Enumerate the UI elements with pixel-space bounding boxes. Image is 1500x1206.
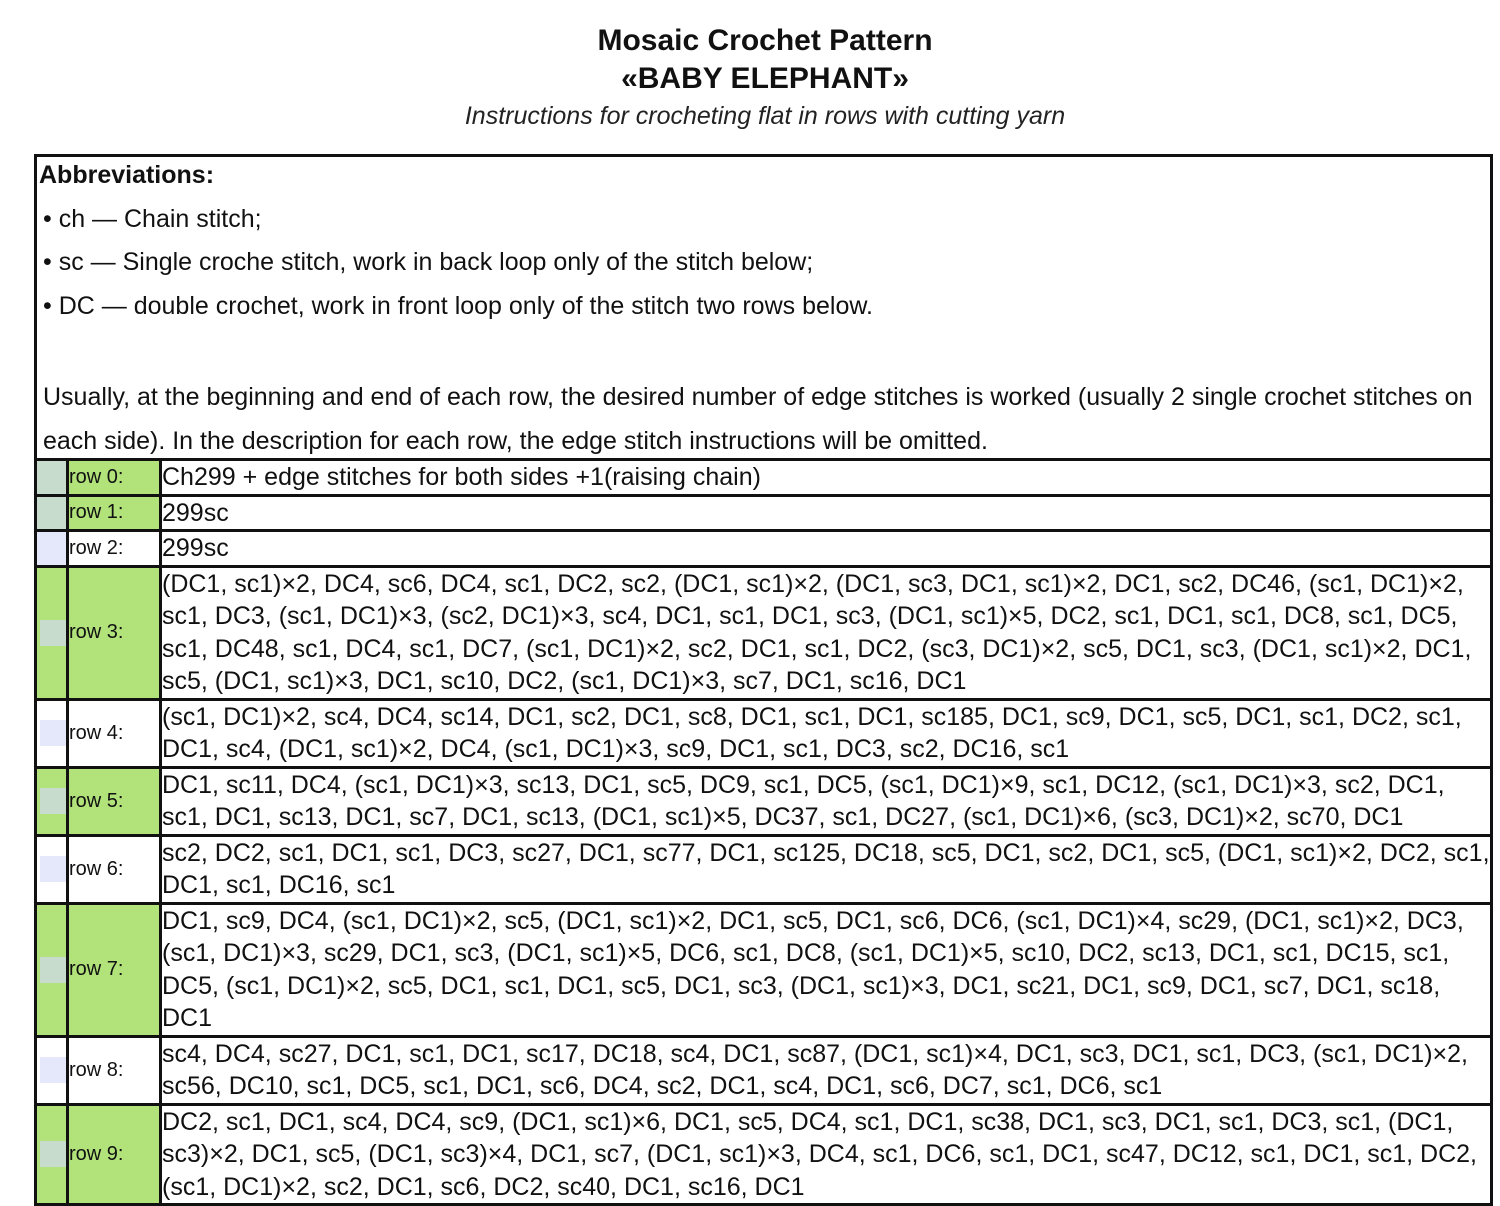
color-swatch bbox=[40, 957, 66, 983]
row-label: row 0: bbox=[68, 460, 161, 496]
row-color-swatch bbox=[36, 835, 68, 903]
row-color-swatch bbox=[36, 460, 68, 496]
abbreviations-box bbox=[34, 154, 1493, 458]
color-swatch bbox=[40, 788, 66, 814]
row-instructions: Ch299 + edge stitches for both sides +1(raising chain) bbox=[161, 460, 1492, 496]
row-label: row 1: bbox=[68, 495, 161, 531]
row-color-swatch bbox=[36, 699, 68, 767]
row-label: row 4: bbox=[68, 699, 161, 767]
table-row bbox=[36, 767, 1492, 835]
row-color-swatch bbox=[36, 767, 68, 835]
table-row bbox=[36, 903, 1492, 1036]
table-row bbox=[36, 460, 1492, 496]
abbreviation-sc: • sc — Single croche stitch, work in back loop only of the stitch below; bbox=[43, 248, 814, 276]
table-row bbox=[36, 1036, 1492, 1104]
row-color-swatch bbox=[36, 903, 68, 1036]
color-swatch bbox=[40, 620, 66, 646]
color-swatch bbox=[40, 856, 66, 882]
table-row bbox=[36, 699, 1492, 767]
row-label: row 8: bbox=[68, 1036, 161, 1104]
table-row bbox=[36, 531, 1492, 567]
row-color-swatch bbox=[36, 1036, 68, 1104]
abbreviation-dc: • DC — double crochet, work in front loop only of the stitch two rows below. bbox=[43, 292, 873, 320]
row-instructions: 299sc bbox=[161, 531, 1492, 567]
row-instructions: sc2, DC2, sc1, DC1, sc1, DC3, sc27, DC1, sc77, DC1, sc125, DC18, sc5, DC1, sc2, DC1, sc5, (DC1, sc1)×2, DC2, sc1, DC1, sc1, DC16, sc1 bbox=[161, 835, 1492, 903]
row-label: row 7: bbox=[68, 903, 161, 1036]
rows-table bbox=[34, 458, 1493, 1206]
row-instructions: (DC1, sc1)×2, DC4, sc6, DC4, sc1, DC2, sc2, (DC1, sc1)×2, (DC1, sc3, DC1, sc1)×2, DC1, sc2, DC46, (sc1, DC1)×2, sc1, DC3, (sc1, DC1)×3, (sc2, DC1)×3, sc4, DC1, sc1, DC1, sc3, (DC1, sc1)×5, DC2, sc1, DC1, sc1, DC8, sc1, DC5, sc1, DC48, sc1, DC4, sc1, DC7, (sc1, DC1)×2, sc2, DC1, sc1, DC2, (sc3, DC1)×2, sc5, DC1, sc3, (DC1, sc1)×2, DC1, sc5, (DC1, sc1)×3, DC1, sc10, DC2, (sc1, DC1)×3, sc7, DC1, sc16, DC1 bbox=[161, 566, 1492, 699]
row-label: row 9: bbox=[68, 1104, 161, 1205]
row-label: row 2: bbox=[68, 531, 161, 567]
table-row bbox=[36, 1104, 1492, 1205]
row-color-swatch bbox=[36, 1104, 68, 1205]
row-instructions: DC1, sc11, DC4, (sc1, DC1)×3, sc13, DC1, sc5, DC9, sc1, DC5, (sc1, DC1)×9, sc1, DC12, (sc1, DC1)×3, sc2, DC1, sc1, DC1, sc13, DC1, sc7, DC1, sc13, (DC1, sc1)×5, DC37, sc1, DC27, (sc1, DC1)×6, (sc3, DC1)×2, sc70, DC1 bbox=[161, 767, 1492, 835]
abbreviation-ch: • ch — Chain stitch; bbox=[43, 205, 262, 233]
color-swatch bbox=[40, 1141, 66, 1167]
abbreviations-heading: Abbreviations: bbox=[39, 161, 215, 189]
row-label: row 5: bbox=[68, 767, 161, 835]
row-instructions: DC2, sc1, DC1, sc4, DC4, sc9, (DC1, sc1)×6, DC1, sc5, DC4, sc1, DC1, sc38, DC1, sc3, DC1, sc1, DC3, sc1, (DC1, sc3)×2, DC1, sc5, (DC1, sc3)×4, DC1, sc7, (DC1, sc1)×3, DC4, sc1, DC6, sc1, DC1, sc47, DC12, sc1, DC1, sc1, DC2, (sc1, DC1)×2, sc2, DC1, sc6, DC2, sc40, DC1, sc16, DC1 bbox=[161, 1104, 1492, 1205]
edge-stitch-note: Usually, at the beginning and end of each row, the desired number of edge stitches is worked (usually 2 single crochet stitches on each side). In the description for each row, the edge stitch instructions will be omitted. bbox=[43, 383, 1473, 455]
color-swatch bbox=[40, 720, 66, 746]
row-instructions: (sc1, DC1)×2, sc4, DC4, sc14, DC1, sc2, DC1, sc8, DC1, sc1, DC1, sc185, DC1, sc9, DC1, sc5, DC1, sc1, DC2, sc1, DC1, sc4, (DC1, sc1)×2, DC4, (sc1, DC1)×3, sc9, DC1, sc1, DC3, sc2, DC16, sc1 bbox=[161, 699, 1492, 767]
row-instructions: DC1, sc9, DC4, (sc1, DC1)×2, sc5, (DC1, sc1)×2, DC1, sc5, DC1, sc6, DC6, (sc1, DC1)×4, sc29, (DC1, sc1)×2, DC3, (sc1, DC1)×3, sc29, DC1, sc3, (DC1, sc1)×5, DC6, sc1, DC8, (sc1, DC1)×5, sc10, DC2, sc13, DC1, sc1, DC15, sc1, DC5, (sc1, DC1)×2, sc5, DC1, sc1, DC1, sc5, DC1, sc3, (DC1, sc1)×3, DC1, sc21, DC1, sc9, DC1, sc7, DC1, sc18, DC1 bbox=[161, 903, 1492, 1036]
row-color-swatch bbox=[36, 566, 68, 699]
color-swatch bbox=[40, 1057, 66, 1083]
row-instructions: 299sc bbox=[161, 495, 1492, 531]
table-row bbox=[36, 495, 1492, 531]
row-instructions: sc4, DC4, sc27, DC1, sc1, DC1, sc17, DC18, sc4, DC1, sc87, (DC1, sc1)×4, DC1, sc3, DC1, sc1, DC3, (sc1, DC1)×2, sc56, DC10, sc1, DC5, sc1, DC1, sc6, DC4, sc2, DC1, sc4, DC1, sc6, DC7, sc1, DC6, sc1 bbox=[161, 1036, 1492, 1104]
row-color-swatch bbox=[36, 531, 68, 567]
row-label: row 3: bbox=[68, 566, 161, 699]
table-row bbox=[36, 835, 1492, 903]
table-row bbox=[36, 566, 1492, 699]
row-color-swatch bbox=[36, 495, 68, 531]
pattern-name: «BABY ELEPHANT» bbox=[621, 62, 909, 95]
row-label: row 6: bbox=[68, 835, 161, 903]
pattern-subtitle: Instructions for crocheting flat in rows with cutting yarn bbox=[464, 102, 1066, 130]
pattern-title: Mosaic Crochet Pattern bbox=[597, 24, 933, 57]
